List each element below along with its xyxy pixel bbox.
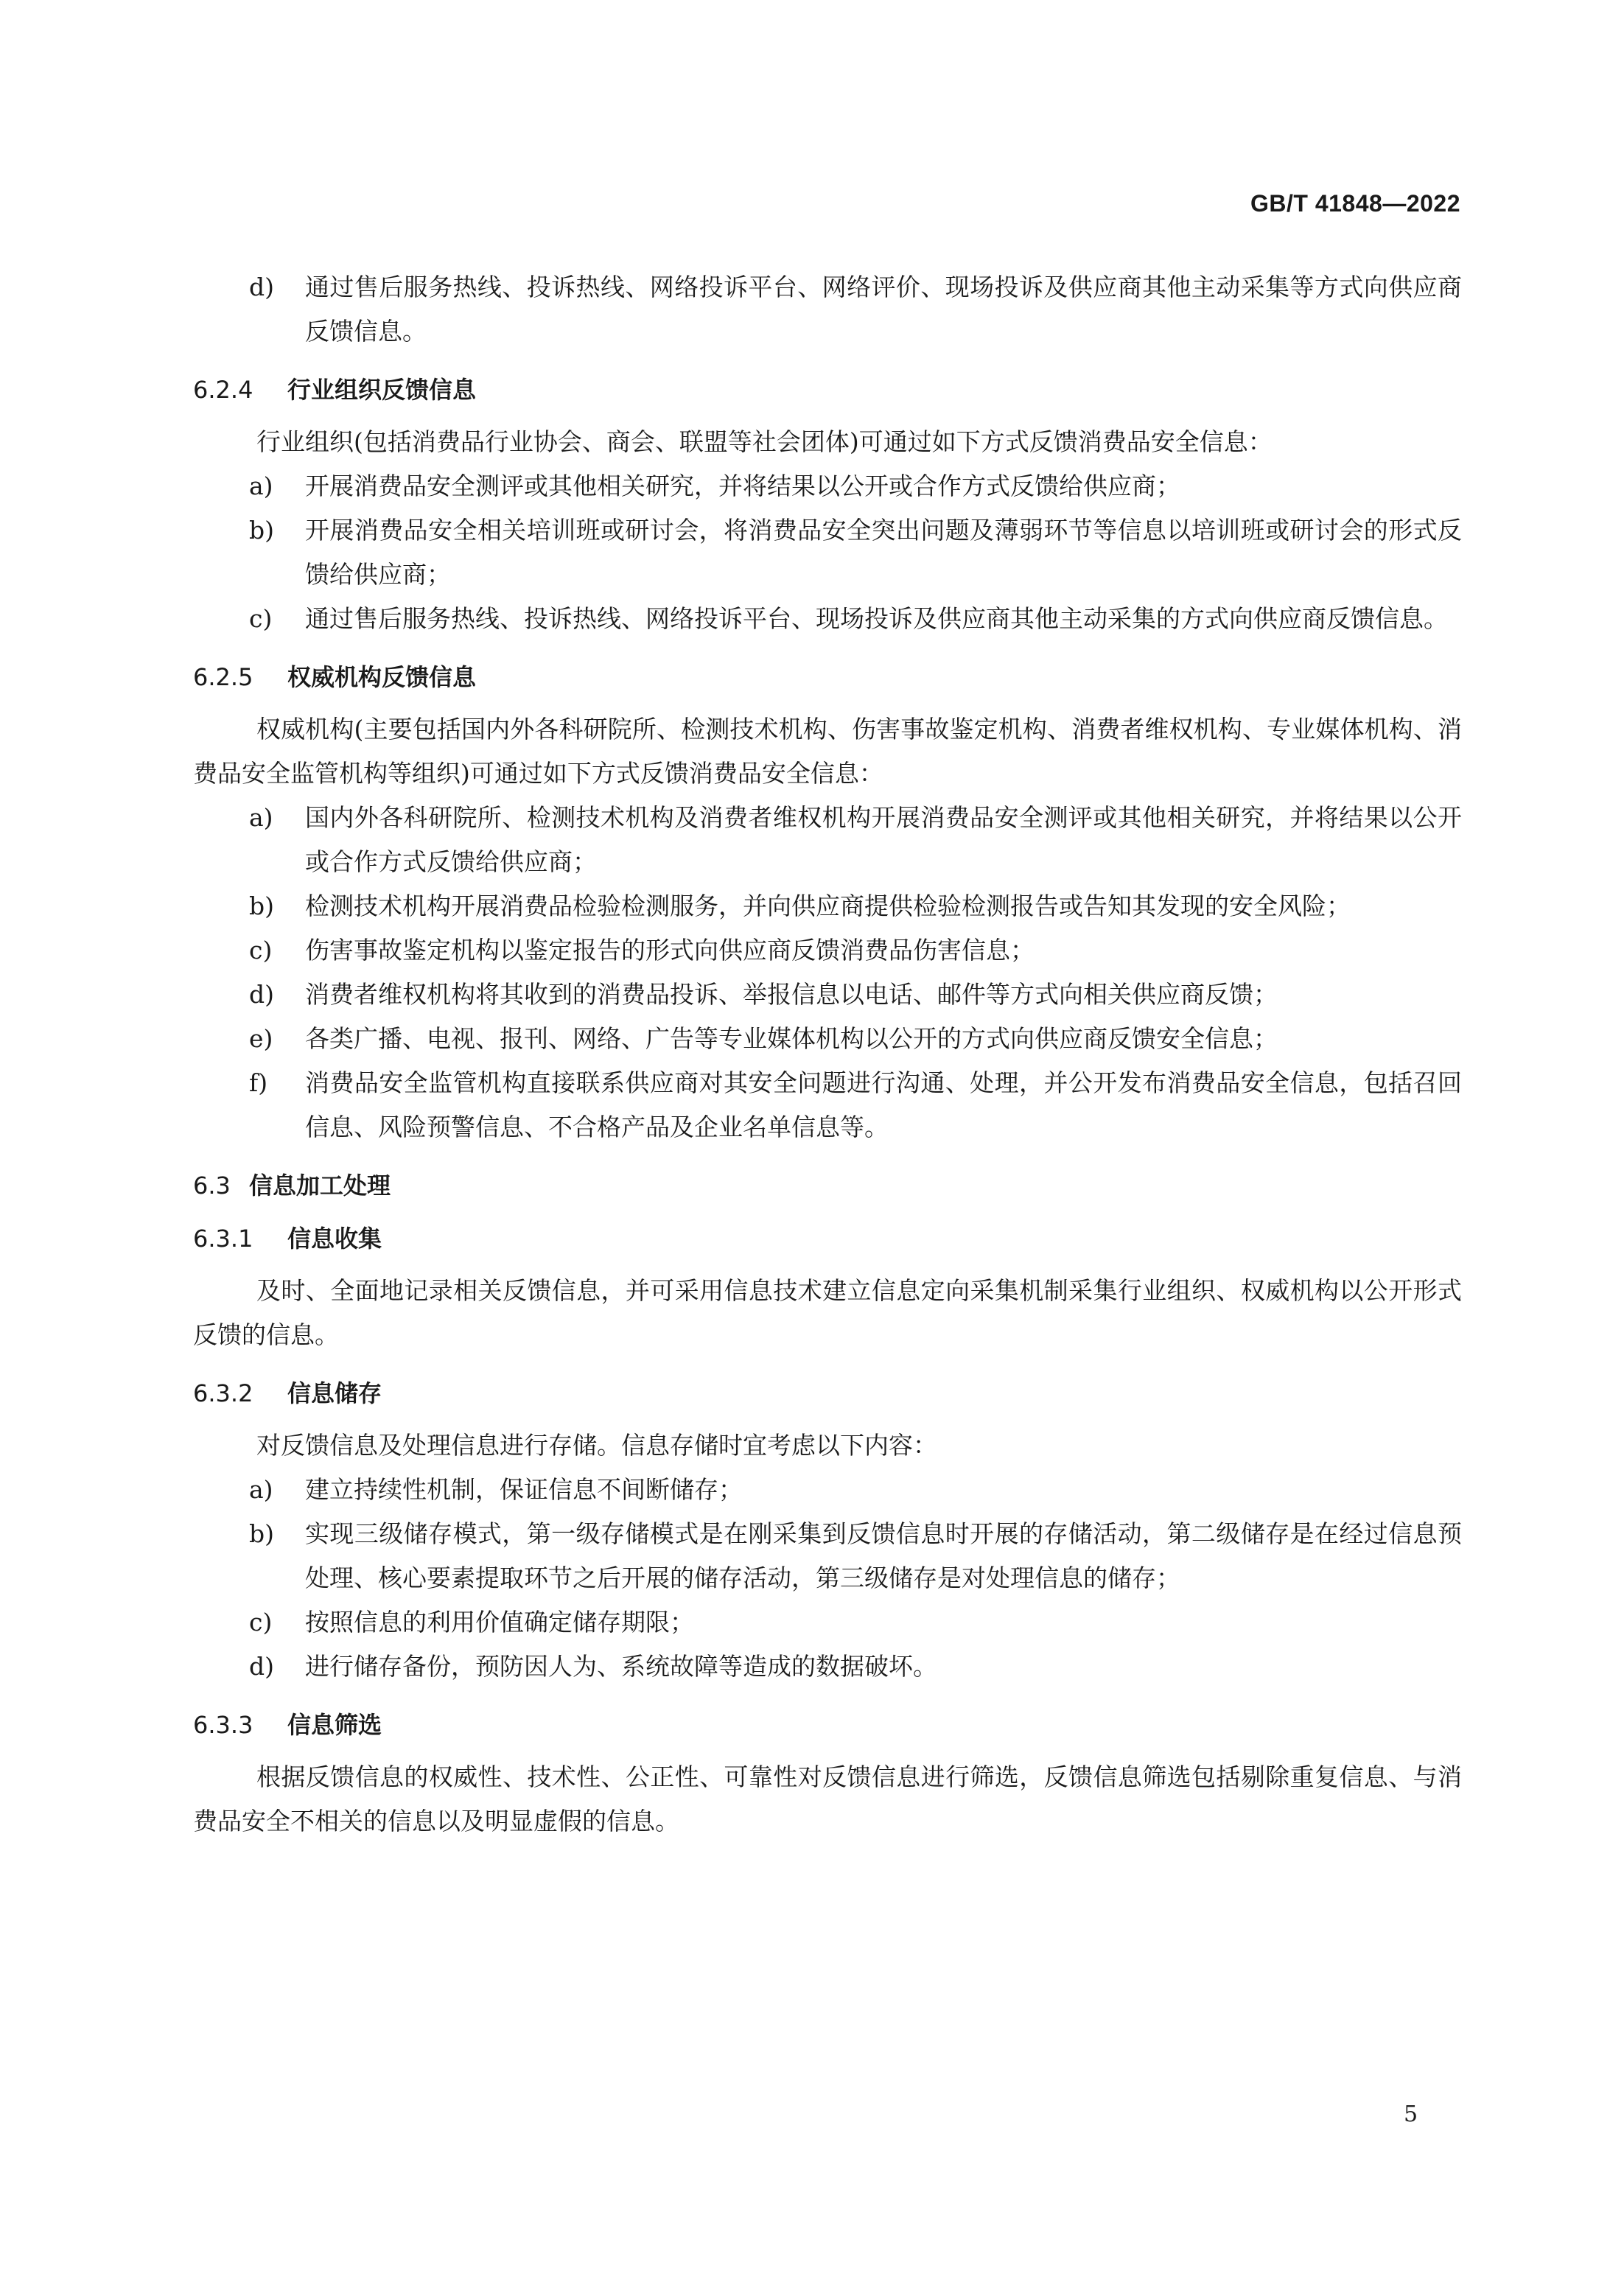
section-number: 6.3.1 <box>193 1225 253 1253</box>
section-number: 6.2.5 <box>193 663 253 691</box>
paragraph: 对反馈信息及处理信息进行存储。信息存储时宜考虑以下内容： <box>256 1431 937 1460</box>
list-marker: c) <box>249 936 273 965</box>
list-item <box>193 884 1462 928</box>
list-item <box>193 1645 1462 1689</box>
section-number: 6.2.4 <box>193 376 253 404</box>
section-heading-6-3 <box>193 1163 1462 1208</box>
list-item-text: 消费品安全监管机构直接联系供应商对其安全问题进行沟通、处理，并公开发布消费品安全信息，包括召回信息、风险预警信息、不合格产品及企业名单信息等。 <box>305 1068 1462 1141</box>
section-number: 6.3.3 <box>193 1711 253 1739</box>
paragraph: 及时、全面地记录相关反馈信息，并可采用信息技术建立信息定向采集机制采集行业组织、权威机构以公开形式反馈的信息。 <box>193 1276 1462 1349</box>
list-marker: b) <box>249 892 274 920</box>
list-marker: a) <box>249 803 273 832</box>
section-number: 6.3 <box>193 1172 231 1200</box>
list-item-text: 伤害事故鉴定机构以鉴定报告的形式向供应商反馈消费品伤害信息； <box>305 936 1035 965</box>
section-heading-6-2-5 <box>193 654 1462 700</box>
list-marker: c) <box>249 1608 273 1636</box>
list-marker: e) <box>249 1024 273 1053</box>
list-item-text: 进行储存备份，预防因人为、系统故障等造成的数据破坏。 <box>305 1652 937 1681</box>
list-marker: a) <box>249 1475 273 1504</box>
standard-code: GB/T 41848—2022 <box>1250 190 1460 217</box>
paragraph: 根据反馈信息的权威性、技术性、公正性、可靠性对反馈信息进行筛选，反馈信息筛选包括剔除重复信息、与消费品安全不相关的信息以及明显虚假的信息。 <box>193 1762 1462 1835</box>
list-item <box>193 464 1462 508</box>
list-item-text: 按照信息的利用价值确定储存期限； <box>305 1608 694 1636</box>
paragraph: 行业组织(包括消费品行业协会、商会、联盟等社会团体)可通过如下方式反馈消费品安全信息： <box>256 427 1273 456</box>
list-marker: f) <box>249 1068 268 1097</box>
list-item-text: 建立持续性机制，保证信息不间断储存； <box>305 1475 743 1504</box>
section-title: 信息筛选 <box>287 1711 382 1739</box>
list-item-text: 通过售后服务热线、投诉热线、网络投诉平台、网络评价、现场投诉及供应商其他主动采集等方式向供应商反馈信息。 <box>305 273 1462 346</box>
section-title: 行业组织反馈信息 <box>287 376 477 404</box>
list-item <box>193 597 1462 641</box>
page-content <box>193 258 1462 1844</box>
list-item <box>193 1512 1462 1600</box>
list-item <box>193 928 1462 973</box>
list-item <box>193 508 1462 597</box>
section-title: 权威机构反馈信息 <box>287 663 477 691</box>
list-item-text: 国内外各科研院所、检测技术机构及消费者维权机构开展消费品安全测评或其他相关研究，并将结果以公开或合作方式反馈给供应商； <box>305 803 1462 876</box>
section-number: 6.3.2 <box>193 1379 253 1407</box>
section-heading-6-3-3 <box>193 1702 1462 1748</box>
list-item <box>193 973 1462 1017</box>
section-title: 信息加工处理 <box>249 1172 391 1200</box>
list-marker: c) <box>249 604 273 633</box>
list-item-text: 通过售后服务热线、投诉热线、网络投诉平台、现场投诉及供应商其他主动采集的方式向供应商反馈信息。 <box>305 604 1448 633</box>
section-heading-6-3-2 <box>193 1370 1462 1416</box>
list-item-text: 检测技术机构开展消费品检验检测服务，并向供应商提供检验检测报告或告知其发现的安全风险； <box>305 892 1351 920</box>
list-item <box>193 1468 1462 1512</box>
list-marker: a) <box>249 472 273 500</box>
section-heading-6-2-4 <box>193 367 1462 413</box>
list-item <box>193 1017 1462 1061</box>
list-item <box>193 1600 1462 1645</box>
list-item-text: 开展消费品安全相关培训班或研讨会，将消费品安全突出问题及薄弱环节等信息以培训班或研讨会的形式反馈给供应商； <box>305 516 1462 589</box>
list-item <box>193 796 1462 884</box>
list-item <box>193 1061 1462 1149</box>
list-marker: d) <box>249 980 274 1009</box>
list-item-text: 各类广播、电视、报刊、网络、广告等专业媒体机构以公开的方式向供应商反馈安全信息； <box>305 1024 1278 1053</box>
list-item-text: 消费者维权机构将其收到的消费品投诉、举报信息以电话、邮件等方式向相关供应商反馈； <box>305 980 1278 1009</box>
list-item-text: 开展消费品安全测评或其他相关研究，并将结果以公开或合作方式反馈给供应商； <box>305 472 1180 500</box>
list-item-text: 实现三级储存模式，第一级存储模式是在刚采集到反馈信息时开展的存储活动，第二级储存是在经过信息预处理、核心要素提取环节之后开展的储存活动，第三级储存是对处理信息的储存； <box>305 1519 1462 1592</box>
list-marker: d) <box>249 273 274 301</box>
list-item <box>193 265 1462 354</box>
section-heading-6-3-1 <box>193 1216 1462 1261</box>
section-title: 信息收集 <box>287 1225 382 1253</box>
paragraph: 权威机构(主要包括国内外各科研院所、检测技术机构、伤害事故鉴定机构、消费者维权机构、专业媒体机构、消费品安全监管机构等组织)可通过如下方式反馈消费品安全信息： <box>193 715 1462 788</box>
page-number: 5 <box>1404 2101 1418 2127</box>
section-title: 信息储存 <box>287 1379 382 1407</box>
list-marker: b) <box>249 1519 274 1548</box>
list-marker: b) <box>249 516 274 545</box>
list-marker: d) <box>249 1652 274 1681</box>
